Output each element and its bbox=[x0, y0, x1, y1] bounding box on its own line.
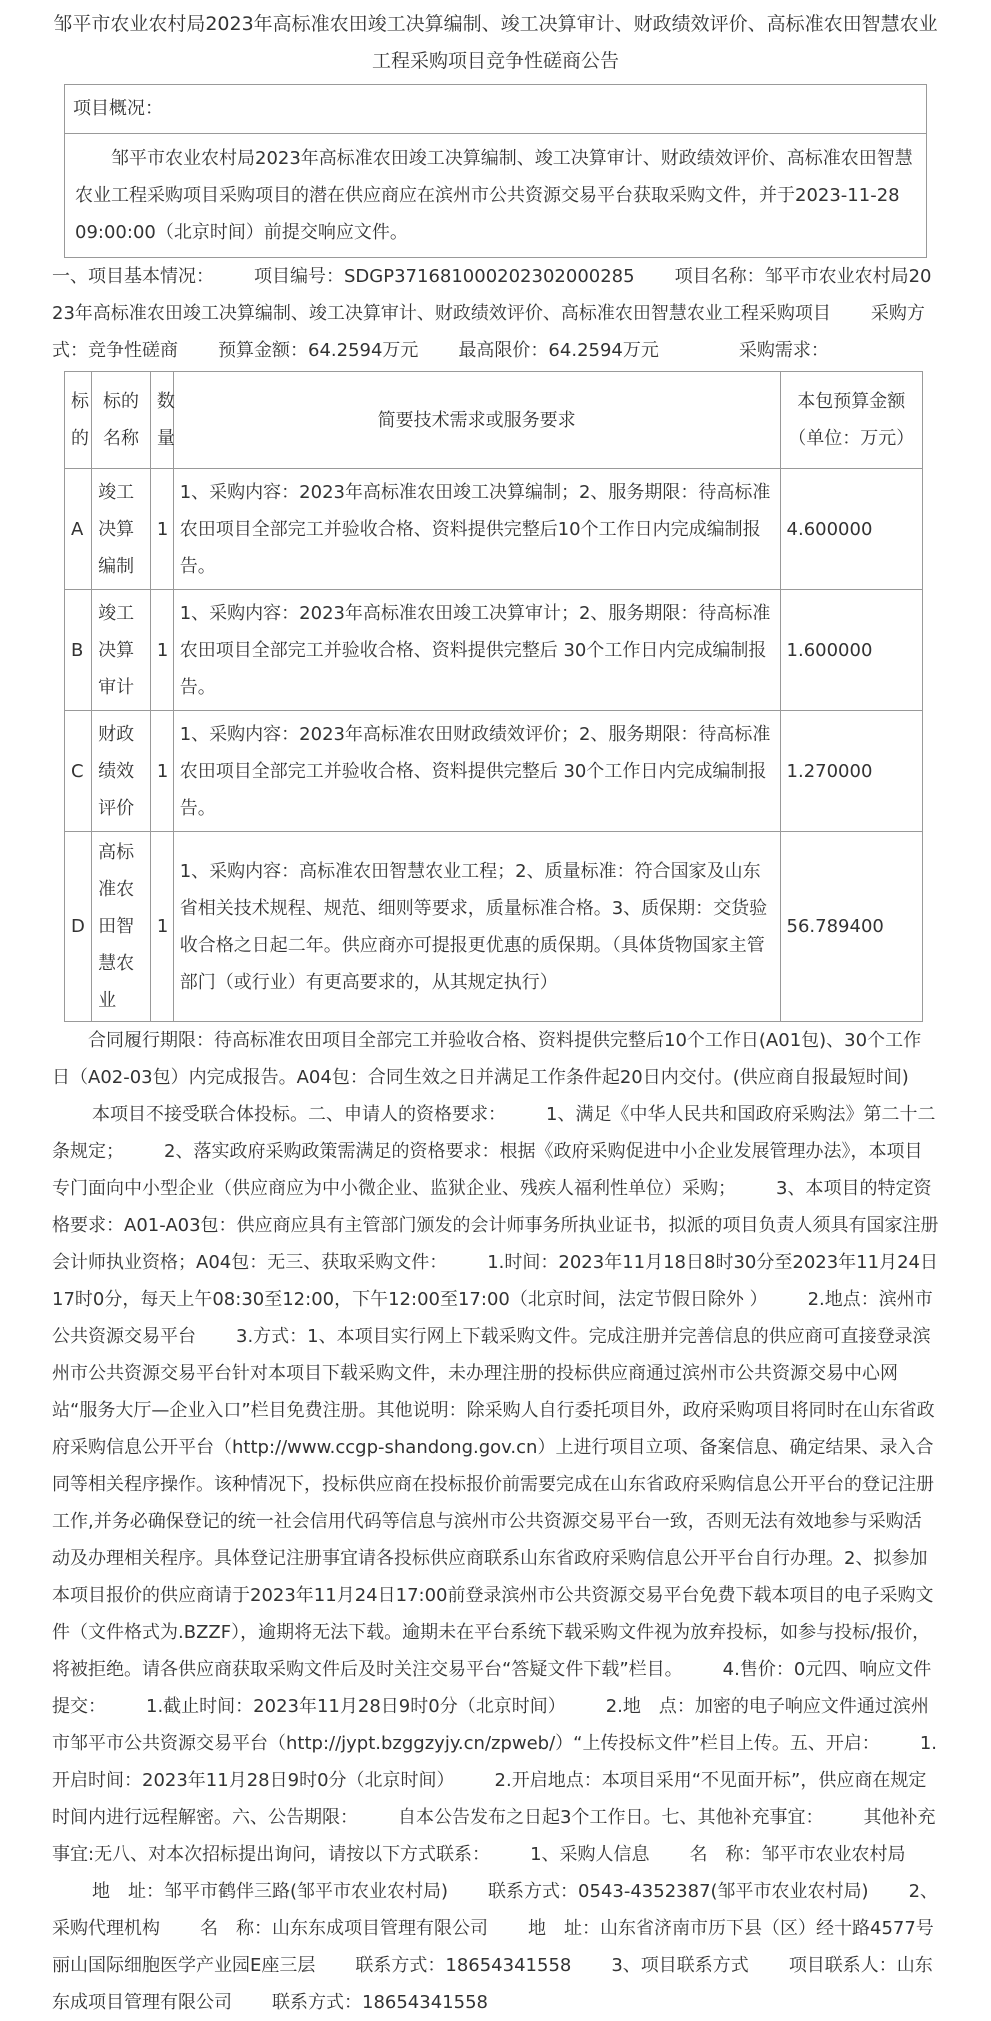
header-name: 标的名称 bbox=[92, 372, 151, 469]
row-budget: 1.270000 bbox=[780, 711, 922, 832]
row-desc: 1、采购内容：高标准农田智慧农业工程；2、质量标准：符合国家及山东省相关技术规程、规范、细则等要求，质量标准合格。3、质保期：交货验收合格之日起二年。供应商亦可提报更优惠的质保期。（具体货物国家主管部门（或行业）有更高要求的，从其规定执行） bbox=[173, 832, 780, 1022]
row-budget: 4.600000 bbox=[780, 469, 922, 590]
contact-purchaser-heading: 1、采购人信息 bbox=[530, 1844, 650, 1865]
qualification-1: 1、满足《中华人民共和国政府采购法》第二十二条规定； bbox=[52, 1104, 936, 1162]
project-number: 项目编号：SDGP371681000202302000285 bbox=[254, 266, 635, 287]
basic-info bbox=[52, 258, 939, 369]
obtain-method: 3.方式：1、本项目实行网上下载采购文件。完成注册并完善信息的供应商可直接登录滨州市公共资源交易平台针对本项目下载采购文件，未办理注册的投标供应商通过滨州市公共资源交易中心网站“服务大厅—企业入口”栏目免费注册。其他说明：除采购人自行委托项目外，政府采购项目将同时在山东省政府采购信息公开平台（http://www.ccgp-shandong.gov.cn）上进行项目立项、备案信息、确定结果、录入合同等相关程序操作。该种情况下，投标供应商在投标报价前需要完成在山东省政府采购信息公开平台的登记注册工作,并务必确保登记的统一社会信用代码等信息与滨州市公共资源交易平台一致，否则无法有效地参与采购活动及办理相关程序。具体登记注册事宜请各投标供应商联系山东省政府采购信息公开平台自行办理。2、拟参加本项目报价的供应商请于2023年11月24日17:00前登录滨州市公共资源交易平台免费下载本项目的电子采购文件（文件格式为.BZZF），逾期将无法下载。逾期未在平台系统下载采购文件视为放弃投标，如参与投标/报价，将被拒绝。请各供应商获取采购文件后及时关注交易平台“答疑文件下载”栏目。 bbox=[52, 1326, 935, 1680]
row-id: B bbox=[65, 590, 92, 711]
table-row bbox=[65, 469, 923, 590]
row-qty: 1 bbox=[150, 832, 173, 1022]
row-desc: 1、采购内容：2023年高标准农田竣工决算编制；2、服务期限：待高标准农田项目全部完工并验收合格、资料提供完整后10个工作日内完成编制报告。 bbox=[173, 469, 780, 590]
overview-heading: 项目概况： bbox=[65, 85, 926, 134]
row-budget: 56.789400 bbox=[780, 832, 922, 1022]
consortium-note: 本项目不接受联合体投标。二、申请人的资格要求： bbox=[92, 1104, 506, 1125]
row-qty: 1 bbox=[150, 711, 173, 832]
basic-section-heading: 一、项目基本情况： bbox=[52, 266, 214, 287]
row-id: A bbox=[65, 469, 92, 590]
row-name: 竣工决算编制 bbox=[92, 469, 151, 590]
announcement-body bbox=[52, 1022, 939, 2021]
budget-amount: 预算金额：64.2594万元 bbox=[218, 340, 419, 361]
agency-address: 地 址：山东省济南市历下县（区）经十路4577号丽山国际细胞医学产业园E座三层 bbox=[52, 1918, 934, 1976]
project-contact-person: 项目联系人：山东东成项目管理有限公司 bbox=[52, 1955, 933, 2013]
procurement-method: 采购方式：竞争性磋商 bbox=[52, 303, 925, 361]
row-desc: 1、采购内容：2023年高标准农田竣工决算审计；2、服务期限：待高标准农田项目全部完工并验收合格、资料提供完整后 30个工作日内完成编制报告。 bbox=[173, 590, 780, 711]
row-budget: 1.600000 bbox=[780, 590, 922, 711]
overview-box bbox=[64, 84, 927, 258]
obtain-time: 1.时间：2023年11月18日8时30分至2023年11月24日17时0分，每天上午08:30至12:00，下午12:00至17:00（北京时间，法定节假日除外 ） bbox=[52, 1252, 938, 1310]
header-desc: 简要技术需求或服务要求 bbox=[173, 372, 780, 469]
agency-name: 名 称：山东东成项目管理有限公司 bbox=[200, 1918, 488, 1939]
submission-deadline: 1.截止时间：2023年11月28日9时0分（北京时间） bbox=[146, 1696, 566, 1717]
row-desc: 1、采购内容：2023年高标准农田财政绩效评价；2、服务期限：待高标准农田项目全部完工并验收合格、资料提供完整后 30个工作日内完成编制报告。 bbox=[173, 711, 780, 832]
notice-period: 自本公告发布之日起3个工作日。七、其他补充事宜： bbox=[398, 1807, 824, 1828]
other-matters: 其他补充事宜:无八、对本次招标提出询问，请按以下方式联系： bbox=[52, 1807, 936, 1865]
max-price: 最高限价：64.2594万元 bbox=[458, 340, 659, 361]
purchaser-phone: 联系方式：0543-4352387(邹平市农业农村局) bbox=[488, 1881, 869, 1902]
contact-agency-heading: 2、采购代理机构 bbox=[52, 1881, 939, 1939]
opening-location: 2.开启地点：本项目采用“不见面开标”，供应商在规定时间内进行远程解密。六、公告期限： bbox=[52, 1770, 927, 1828]
purchaser-address: 地 址：邹平市鹤伴三路(邹平市农业农村局) bbox=[92, 1881, 449, 1902]
qualification-2: 2、落实政府采购政策需满足的资格要求：根据《政府采购促进中小企业发展管理办法》，本项目专门面向中小型企业（供应商应为中小微企业、监狱企业、残疾人福利性单位）采购； bbox=[52, 1141, 923, 1199]
row-id: C bbox=[65, 711, 92, 832]
row-name: 竣工决算审计 bbox=[92, 590, 151, 711]
agency-phone: 联系方式：18654341558 bbox=[355, 1955, 572, 1976]
qualification-3: 3、本项目的特定资格要求：A01-A03包：供应商应具有主管部门颁发的会计师事务所执业证书，拟派的项目负责人须具有国家注册会计师执业资格；A04包：无三、获取采购文件： bbox=[52, 1178, 939, 1273]
purchaser-name: 名 称：邹平市农业农村局 bbox=[689, 1844, 906, 1865]
row-qty: 1 bbox=[150, 469, 173, 590]
row-qty: 1 bbox=[150, 590, 173, 711]
demand-label: 采购需求： bbox=[738, 340, 829, 361]
header-qty: 数量 bbox=[150, 372, 173, 469]
contract-period: 合同履行期限：待高标准农田项目全部完工并验收合格、资料提供完整后10个工作日(A01包)、30个工作日（A02-03包）内完成报告。A04包：合同生效之日并满足工作条件起20日内交付。(供应商自报最短时间) bbox=[52, 1030, 922, 1088]
requirements-table bbox=[64, 371, 923, 1022]
submission-location: 2.地 点：加密的电子响应文件通过滨州市邹平市公共资源交易平台（http://jypt.bzggzyjy.cn/zpweb/）“上传投标文件”栏目上传。五、开启： bbox=[52, 1696, 929, 1754]
header-budget: 本包预算金额（单位：万元） bbox=[780, 372, 922, 469]
table-row bbox=[65, 590, 923, 711]
table-header-row bbox=[65, 372, 923, 469]
opening-time: 1.开启时间：2023年11月28日9时0分（北京时间） bbox=[52, 1733, 937, 1791]
document-price: 4.售价：0元四、响应文件提交： bbox=[52, 1659, 932, 1717]
header-id: 标的 bbox=[65, 372, 92, 469]
row-name: 财政绩效评价 bbox=[92, 711, 151, 832]
contact-project-heading: 3、项目联系方式 bbox=[611, 1955, 749, 1976]
project-contact-phone: 联系方式：18654341558 bbox=[272, 1992, 488, 2013]
row-name: 高标准农田智慧农业 bbox=[92, 832, 151, 1022]
obtain-location: 2.地点：滨州市公共资源交易平台 bbox=[52, 1289, 933, 1347]
table-row bbox=[65, 832, 923, 1022]
project-name: 项目名称：邹平市农业农村局2023年高标准农田竣工决算编制、竣工决算审计、财政绩效评价、高标准农田智慧农业工程采购项目 bbox=[52, 266, 932, 324]
overview-text: 邹平市农业农村局2023年高标准农田竣工决算编制、竣工决算审计、财政绩效评价、高标准农田智慧农业工程采购项目采购项目的潜在供应商应在滨州市公共资源交易平台获取采购文件，并于2023-11-28 09:00:00（北京时间）前提交响应文件。 bbox=[75, 148, 913, 243]
page-title: 邹平市农业农村局2023年高标准农田竣工决算编制、竣工决算审计、财政绩效评价、高标准农田智慧农业工程采购项目竞争性磋商公告 bbox=[53, 13, 938, 72]
row-id: D bbox=[65, 832, 92, 1022]
table-row bbox=[65, 711, 923, 832]
